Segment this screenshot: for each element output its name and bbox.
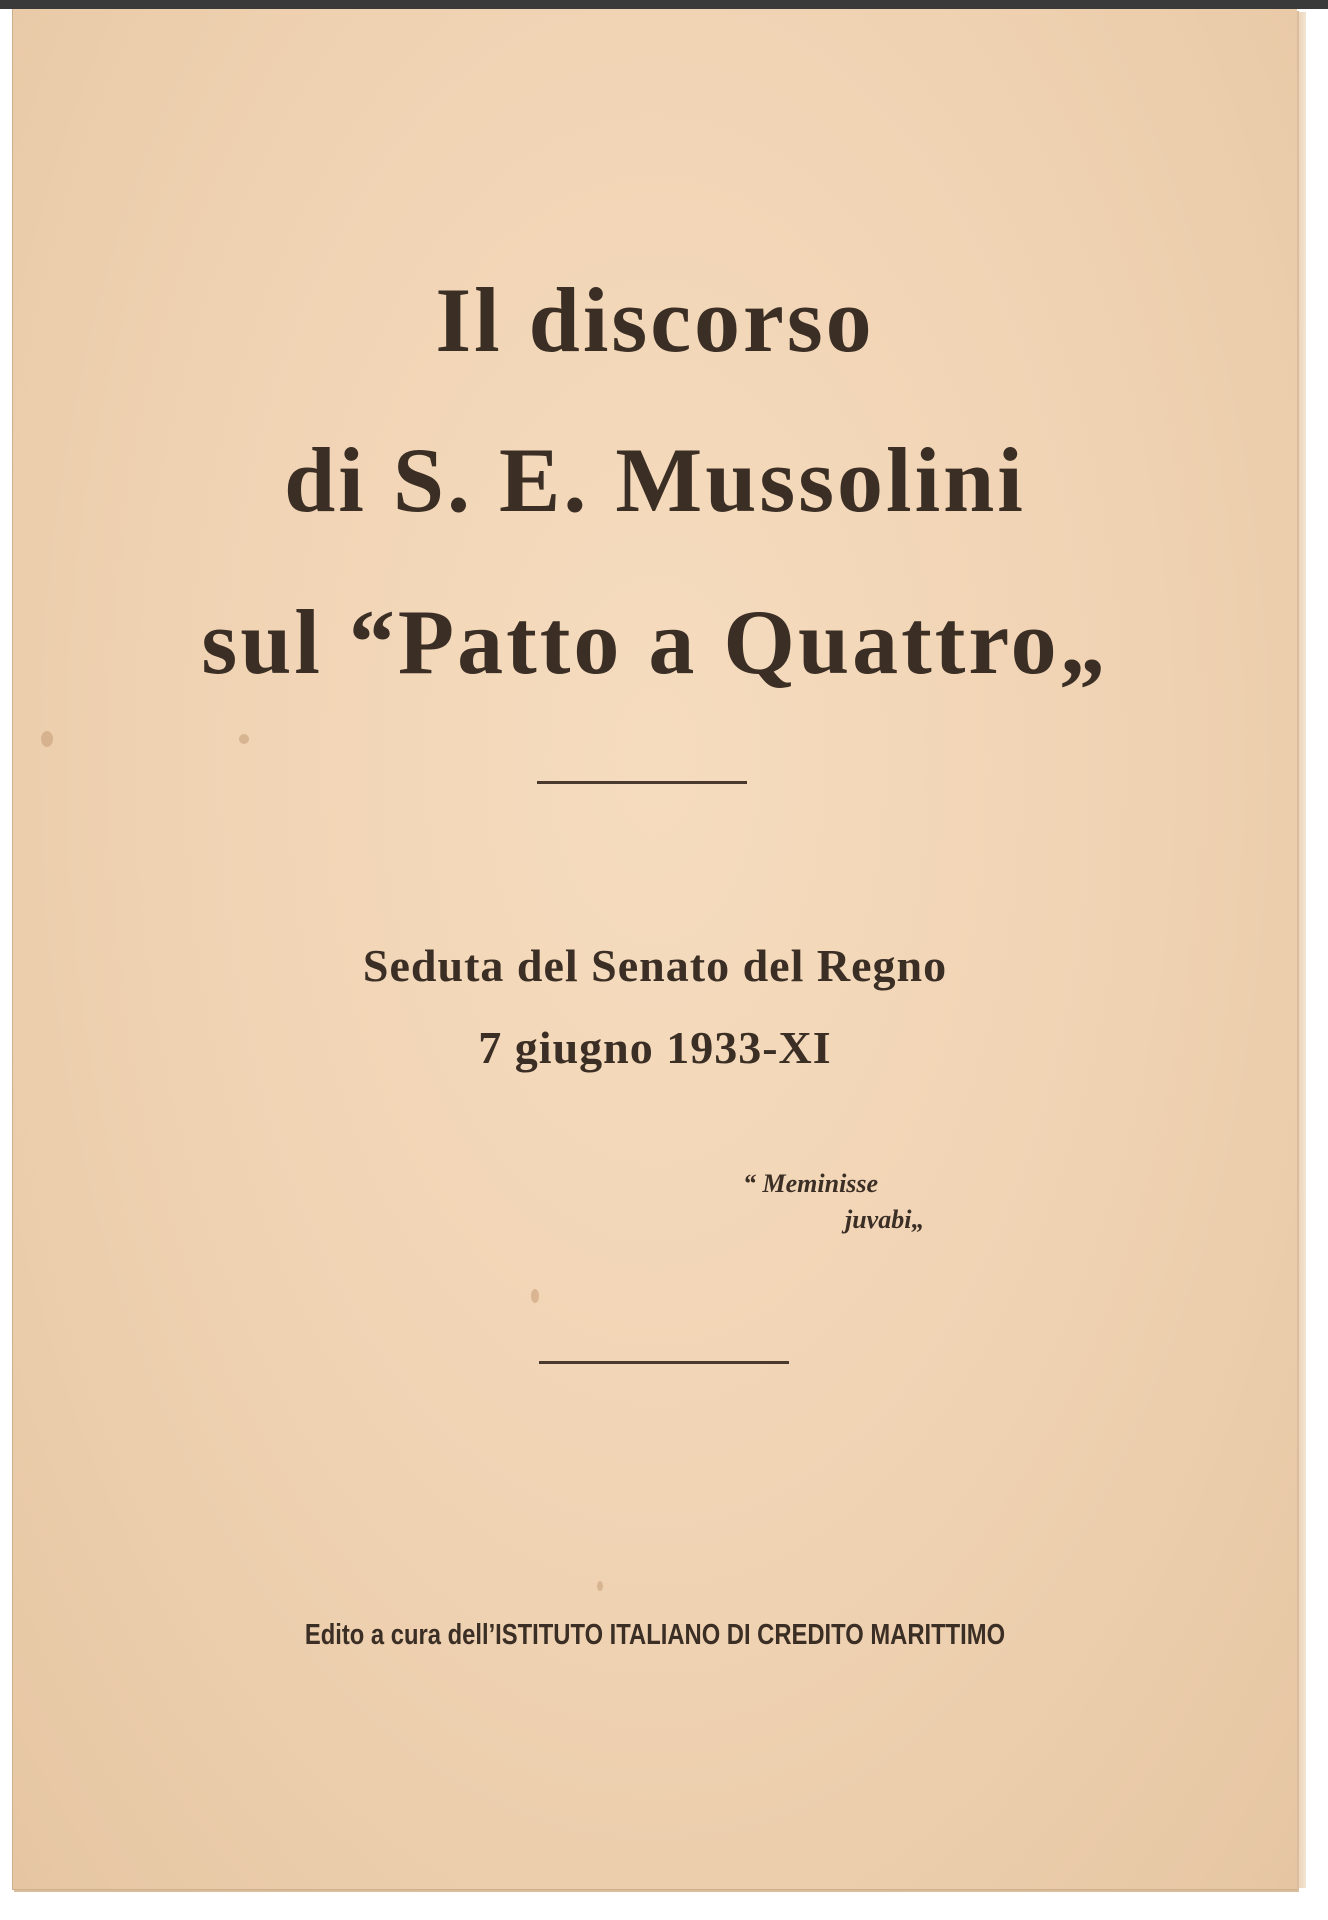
- paper-right-edge: [1296, 12, 1306, 1888]
- publisher-line: Edito a cura dell’ISTITUTO ITALIANO DI CREDITO MARITTIMO: [304, 1619, 1006, 1651]
- session-line: Seduta del Senato del Regno: [362, 940, 948, 991]
- divider-rule-bottom: [539, 1361, 789, 1364]
- scan-top-edge: [0, 0, 1328, 9]
- title-line-1: Il discorso: [435, 269, 875, 371]
- document-page: [12, 9, 1297, 1890]
- title-line-3: sul “Patto a Quattro„: [201, 591, 1109, 693]
- divider-rule-top: [537, 781, 747, 784]
- paper-spot: [531, 1289, 539, 1303]
- title-line-2: di S. E. Mussolini: [284, 429, 1026, 531]
- paper-spot: [239, 734, 249, 744]
- motto-line-1: “ Meminisse: [743, 1169, 879, 1198]
- date-line: 7 giugno 1933-XI: [478, 1022, 832, 1073]
- paper-spot: [41, 731, 53, 747]
- motto-line-2: juvabi„: [845, 1205, 925, 1234]
- paper-spot: [597, 1581, 603, 1591]
